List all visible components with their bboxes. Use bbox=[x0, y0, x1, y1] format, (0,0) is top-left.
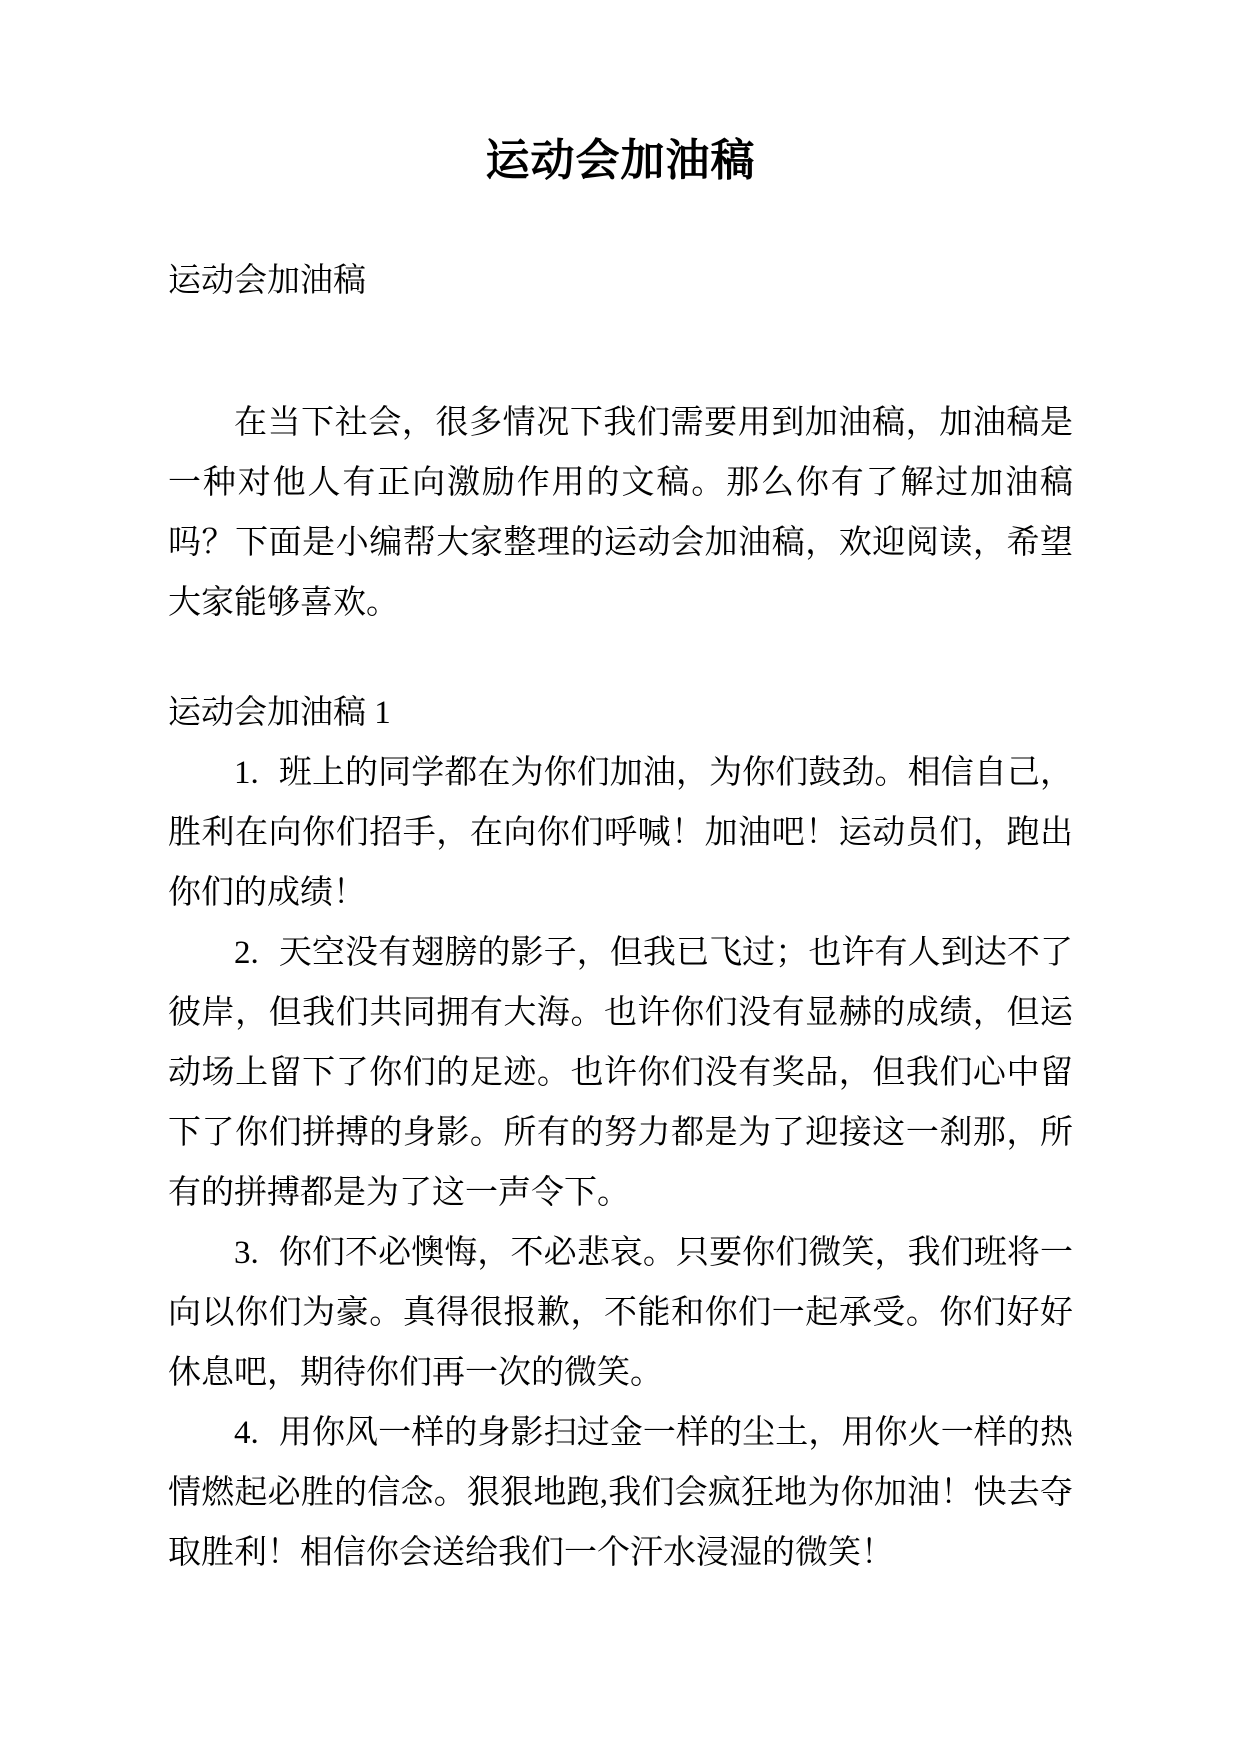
cheer-item-2-number: 2. bbox=[234, 935, 259, 972]
cheer-item-3-number: 3. bbox=[234, 1235, 259, 1272]
document-content bbox=[168, 0, 1073, 1583]
section-heading: 运动会加油稿 1 bbox=[168, 695, 391, 732]
cheer-item-2 bbox=[168, 923, 1073, 1223]
cheer-item-4-number: 4. bbox=[234, 1415, 259, 1452]
intro-paragraph: 在当下社会，很多情况下我们需要用到加油稿，加油稿是一种对他人有正向激励作用的文稿。那么你有了解过加油稿吗？下面是小编帮大家整理的运动会加油稿，欢迎阅读，希望大家能够喜欢。 bbox=[168, 405, 1073, 622]
cheer-item-4 bbox=[168, 1403, 1073, 1583]
cheer-item-1-number: 1. bbox=[234, 755, 259, 792]
cheer-item-1-text: 班上的同学都在为你们加油，为你们鼓劲。相信自己，胜利在向你们招手，在向你们呼喊！加油吧！运动员们，跑出你们的成绩！ bbox=[168, 755, 1073, 912]
cheer-item-3-text: 你们不必懊悔，不必悲哀。只要你们微笑，我们班将一向以你们为豪。真得很报歉，不能和你们一起承受。你们好好休息吧，期待你们再一次的微笑。 bbox=[168, 1235, 1073, 1392]
cheer-item-2-text: 天空没有翅膀的影子，但我已飞过；也许有人到达不了彼岸，但我们共同拥有大海。也许你们没有显赫的成绩，但运动场上留下了你们的足迹。也许你们没有奖品，但我们心中留下了你们拼搏的身影。所有的努力都是为了迎接这一刹那，所有的拼搏都是为了这一声令下。 bbox=[168, 935, 1073, 1212]
cheer-item-3 bbox=[168, 1223, 1073, 1403]
cheer-item-1 bbox=[168, 743, 1073, 923]
page-title: 运动会加油稿 bbox=[485, 136, 756, 185]
document-subtitle: 运动会加油稿 bbox=[168, 263, 366, 300]
cheer-item-4-text: 用你风一样的身影扫过金一样的尘土，用你火一样的热情燃起必胜的信念。狠狠地跑,我们会疯狂地为你加油！快去夺取胜利！相信你会送给我们一个汗水浸湿的微笑！ bbox=[168, 1415, 1073, 1572]
